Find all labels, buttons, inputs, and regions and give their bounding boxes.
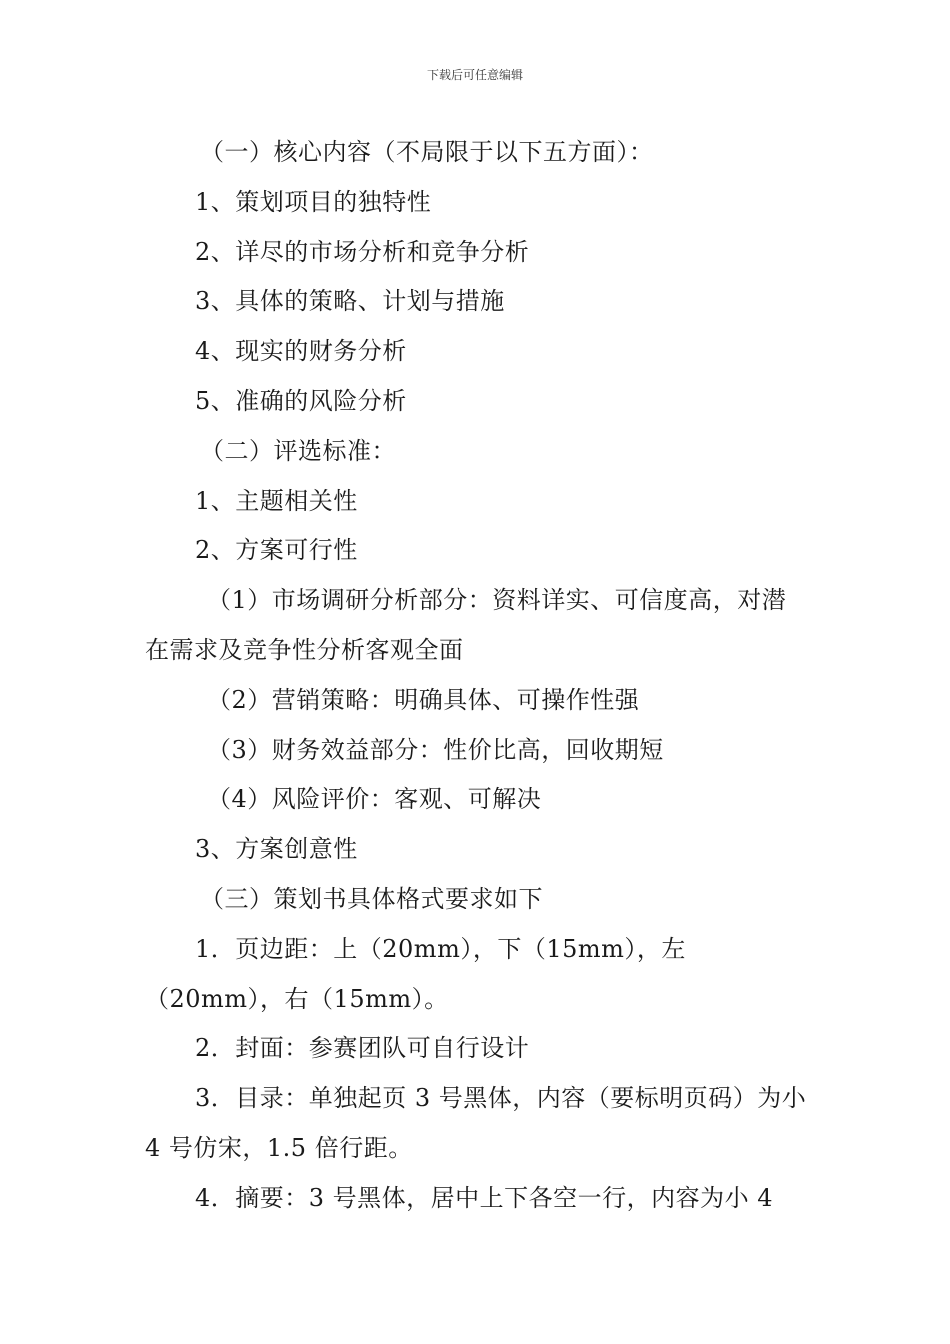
paragraph-toc: 3．目录：单独起页 3 号黑体，内容（要标明页码）为小 4 号仿宋，1.5 倍行距。 (145, 1084, 807, 1162)
list-item: 3、方案创意性 (195, 835, 358, 864)
list-item: 3、具体的策略、计划与措施 (195, 287, 505, 316)
paragraph-margins: 1．页边距：上（20mm），下（15mm），左（20mm），右（15mm）。 (145, 934, 686, 1013)
list-item: （2）营销策略：明确具体、可操作性强 (207, 685, 640, 714)
section-heading-format: （三）策划书具体格式要求如下 (200, 884, 543, 913)
list-item: 2、方案可行性 (195, 536, 358, 565)
list-item: 2．封面：参赛团队可自行设计 (195, 1034, 530, 1063)
list-item: 1、主题相关性 (195, 486, 358, 515)
document-body (145, 128, 810, 1224)
list-item: （3）财务效益部分：性价比高，回收期短 (207, 735, 664, 764)
section-heading-criteria: （二）评选标准： (200, 436, 396, 465)
paragraph-market-research: （1）市场调研分析部分：资料详实、可信度高，对潜在需求及竞争性分析客观全面 (145, 586, 787, 664)
list-item: 4、现实的财务分析 (195, 337, 407, 366)
list-item: 1、策划项目的独特性 (195, 187, 432, 216)
page-header-note: 下载后可任意编辑 (426, 68, 523, 82)
paragraph-abstract: 4．摘要：3 号黑体，居中上下各空一行，内容为小 4 (195, 1183, 774, 1212)
list-item: （4）风险评价：客观、可解决 (207, 785, 542, 814)
list-item: 5、准确的风险分析 (195, 386, 407, 415)
list-item: 2、详尽的市场分析和竞争分析 (195, 237, 530, 266)
section-heading-core-content: （一）核心内容（不局限于以下五方面）： (200, 138, 654, 166)
